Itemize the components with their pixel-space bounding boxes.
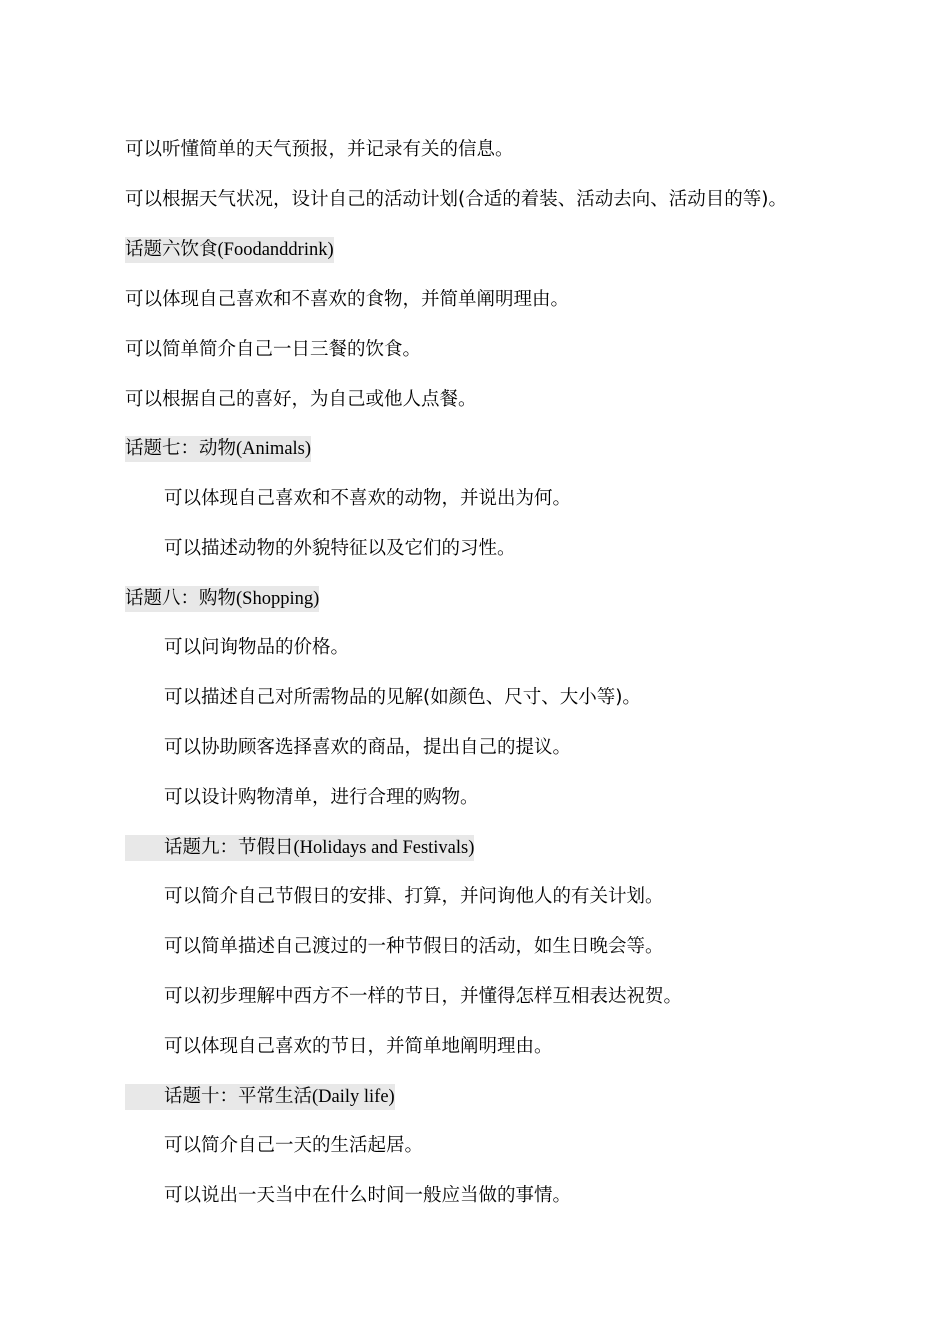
paragraph-daily-life-item: 可以简介自己一天的生活起居。	[164, 1135, 424, 1156]
topic-heading-daily-life	[125, 1084, 395, 1110]
paragraph-activity-plan: 可以根据天气状况，设计自己的活动计划(合适的着装、活动去向、活动目的等)。	[125, 189, 787, 210]
paragraph-holidays-item: 可以简单描述自己渡过的一种节假日的活动，如生日晚会等。	[164, 936, 664, 957]
paragraph-holidays-item: 可以体现自己喜欢的节日，并简单地阐明理由。	[164, 1036, 553, 1057]
paragraph-holidays-item: 可以初步理解中西方不一样的节日，并懂得怎样互相表达祝贺。	[164, 986, 683, 1007]
paragraph-food-item: 可以体现自己喜欢和不喜欢的食物，并简单阐明理由。	[125, 289, 570, 310]
topic-heading-shopping	[125, 586, 319, 612]
paragraph-holidays-item: 可以简介自己节假日的安排、打算，并问询他人的有关计划。	[164, 886, 664, 907]
topic-heading-cn: 话题九：节假日	[164, 837, 294, 858]
paragraph-food-item: 可以简单简介自己一日三餐的饮食。	[125, 339, 422, 360]
paragraph-daily-life-item: 可以说出一天当中在什么时间一般应当做的事情。	[164, 1185, 572, 1206]
paragraph-animals-item: 可以描述动物的外貌特征以及它们的习性。	[164, 538, 516, 559]
topic-heading-en: (Foodanddrink)	[217, 240, 334, 260]
paragraph-shopping-item: 可以设计购物清单，进行合理的购物。	[164, 787, 479, 808]
topic-heading-en: (Animals)	[236, 439, 312, 459]
topic-heading-food	[125, 237, 334, 263]
topic-heading-cn: 话题六饮食	[125, 239, 218, 260]
paragraph-shopping-item: 可以协助顾客选择喜欢的商品，提出自己的提议。	[164, 737, 572, 758]
topic-heading-animals	[125, 436, 311, 462]
topic-heading-cn: 话题七：动物	[125, 438, 237, 459]
topic-heading-cn: 话题八：购物	[125, 588, 237, 609]
paragraph-weather-forecast: 可以听懂简单的天气预报，并记录有关的信息。	[125, 139, 514, 160]
paragraph-animals-item: 可以体现自己喜欢和不喜欢的动物，并说出为何。	[164, 488, 572, 509]
topic-heading-holidays	[125, 835, 474, 861]
paragraph-food-item: 可以根据自己的喜好，为自己或他人点餐。	[125, 389, 477, 410]
topic-heading-en: (Holidays and Festivals)	[293, 838, 475, 858]
topic-heading-en: (Daily life)	[312, 1087, 395, 1107]
paragraph-shopping-item: 可以描述自己对所需物品的见解(如颜色、尺寸、大小等)。	[164, 687, 641, 708]
topic-heading-cn: 话题十：平常生活	[164, 1086, 313, 1107]
topic-heading-en: (Shopping)	[236, 589, 320, 609]
paragraph-shopping-item: 可以问询物品的价格。	[164, 637, 350, 658]
